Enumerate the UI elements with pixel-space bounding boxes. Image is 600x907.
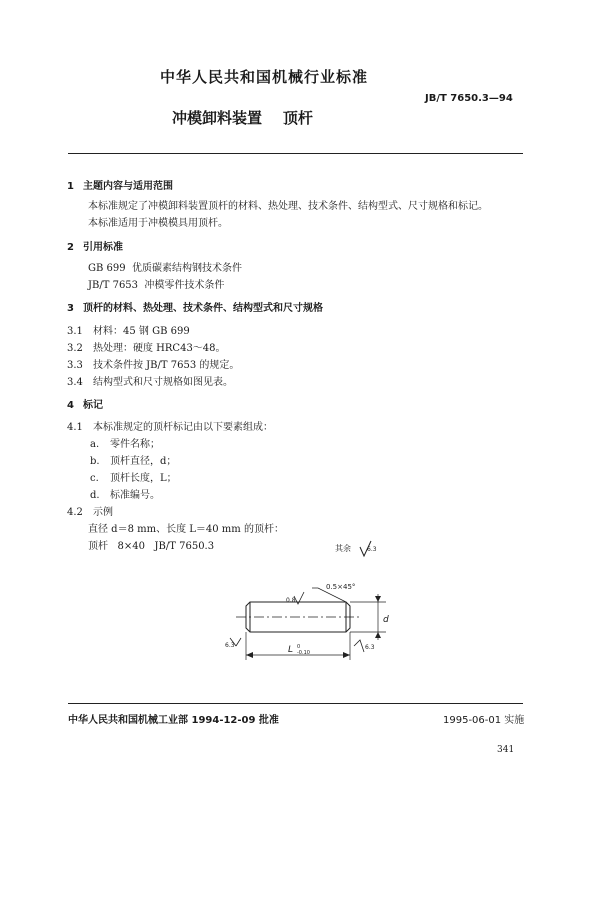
section-3-heading: 3 顶杆的材料、热处理、技术条件、结构型式和尺寸规格: [67, 303, 323, 314]
section-2-heading: 2 引用标准: [67, 242, 123, 253]
clause-item: 3.4 结构型式和尺寸规格如图见表。: [67, 377, 233, 388]
roughness-left-value: 6.3: [225, 642, 235, 649]
surface-note: 其余: [335, 544, 351, 553]
clause-item: 4.1 本标准规定的顶杆标记由以下要素组成：: [67, 422, 273, 433]
clause-item: 3.1 材料：45 钢 GB 699: [67, 326, 190, 337]
clause-item: 3.3 技术条件按 JB/T 7653 的规定。: [67, 360, 240, 371]
length-tolerance-lower: -0.10: [297, 650, 310, 656]
implementation-date: 1995-06-01 实施: [443, 715, 525, 726]
marking-element: a. 零件名称；: [90, 439, 160, 450]
reference-title: 优质碳素结构钢技术条件: [131, 263, 242, 274]
length-label: L: [288, 645, 294, 655]
industry-title: 中华人民共和国机械行业标准: [160, 68, 369, 86]
marking-element: b. 顶杆直径，d；: [90, 456, 177, 467]
example-marking: 顶杆 8×40 JB/T 7650.3: [88, 541, 215, 552]
reference-code: GB 699: [88, 263, 126, 274]
document-title: 冲模卸料装置 顶杆: [172, 109, 313, 127]
standard-number: JB/T 7650.3—94: [425, 93, 513, 104]
marking-element: c. 顶杆长度，L；: [90, 473, 177, 484]
roughness-right-value: 6.3: [365, 644, 375, 651]
marking-element: d. 标准编号。: [90, 490, 160, 501]
clause-item: 3.2 热处理：硬度 HRC43～48。: [67, 343, 226, 354]
section-1-heading: 1 主题内容与适用范围: [67, 181, 173, 192]
section-1-paragraph: 本标准规定了冲模卸料装置顶杆的材料、热处理、技术条件、结构型式、尺寸规格和标记。: [88, 201, 488, 212]
example-line: 直径 d＝8 mm、长度 L＝40 mm 的顶杆：: [88, 524, 284, 535]
page-number: 341: [497, 745, 515, 755]
clause-item: 4.2 示例: [67, 507, 113, 518]
reference-code: JB/T 7653: [88, 280, 139, 291]
length-tolerance-upper: 0: [297, 644, 301, 650]
footer-rule: [68, 703, 523, 704]
roughness-top-value: 0.8: [286, 597, 296, 604]
section-4-heading: 4 标记: [67, 400, 103, 411]
reference-title: 冲模零件技术条件: [144, 280, 225, 291]
surface-roughness-value: 6.3: [367, 546, 377, 553]
chamfer-label: 0.5×45°: [326, 583, 356, 591]
roughness-mark-right: [354, 640, 364, 652]
issuer-approval: 中华人民共和国机械工业部 1994-12-09 批准: [68, 715, 279, 726]
section-1-paragraph: 本标准适用于冲模模具用顶杆。: [88, 218, 228, 229]
diameter-label: d: [383, 615, 389, 625]
